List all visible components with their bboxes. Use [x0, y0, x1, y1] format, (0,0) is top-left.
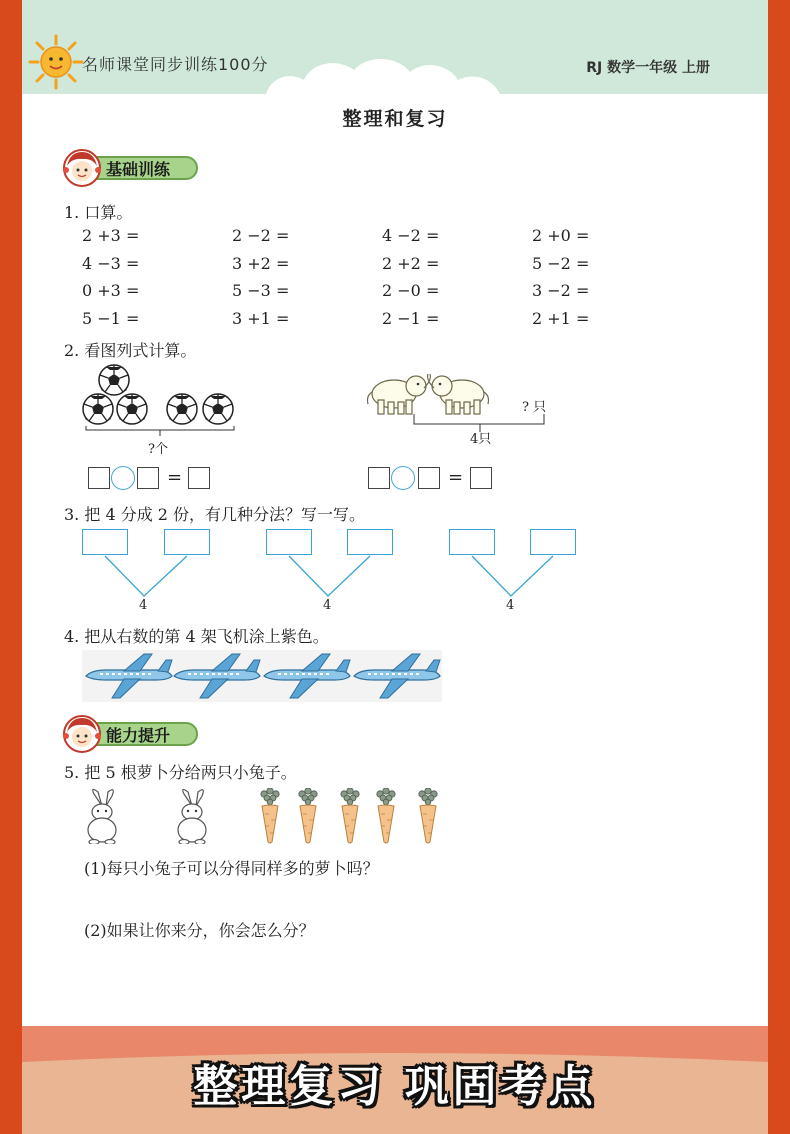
q3-title: 3. 把 4 分成 2 份，有几种分法？写一写。 [64, 505, 366, 524]
q1-expression: 2 +2 = [382, 254, 440, 273]
worksheet-page [22, 0, 768, 1134]
q1-expression: 0 +3 = [82, 281, 140, 300]
q3-split-1-total: 4 [139, 598, 148, 613]
q2b-operand2-box[interactable] [418, 467, 440, 489]
rabbits-illustration [80, 788, 240, 844]
girl-avatar-icon [62, 714, 102, 754]
soccer-balls-illustration [78, 362, 238, 432]
q3-split-1-right-box[interactable] [164, 529, 210, 555]
q2a-operand2-box[interactable] [137, 467, 159, 489]
q3-split-2-total: 4 [323, 598, 332, 613]
section-label-basic: 基础训练 [106, 160, 171, 179]
q1-expression: 2 +1 = [532, 309, 590, 328]
carrots-illustration [258, 788, 458, 844]
q3-split-2-right-box[interactable] [347, 529, 393, 555]
q1-expression: 2 −1 = [382, 309, 440, 328]
q2b-operator-circle[interactable] [391, 466, 415, 490]
q1-expression: 2 −0 = [382, 281, 440, 300]
q2-title: 2. 看图列式计算。 [64, 341, 197, 360]
section-tag-basic [62, 148, 200, 186]
girl-avatar-icon [62, 148, 102, 188]
q5-sub1: (1)每只小兔子可以分得同样多的萝卜吗？ [84, 859, 379, 878]
q1-expression: 3 −2 = [532, 281, 590, 300]
q1-expression: 2 −2 = [232, 226, 290, 245]
q5-title: 5. 把 5 根萝卜分给两只小兔子。 [64, 763, 297, 782]
q2a-result-box[interactable] [188, 467, 210, 489]
q3-split-3-left-box[interactable] [449, 529, 495, 555]
q1-expression: 4 −2 = [382, 226, 440, 245]
elephants-total-label: 4只 [470, 432, 492, 447]
q2b-result-box[interactable] [470, 467, 492, 489]
q3-split-2-left-box[interactable] [266, 529, 312, 555]
grade-label: RJ 数学一年级 上册 [586, 60, 710, 76]
airplanes-illustration [82, 650, 442, 702]
q1-expression: 5 −3 = [232, 281, 290, 300]
q1-expression: 4 −3 = [82, 254, 140, 273]
q1-expression: 5 −2 = [532, 254, 590, 273]
section-tag-advanced [62, 714, 200, 752]
q1-expression: 5 −1 = [82, 309, 140, 328]
q2a-operator-circle[interactable] [111, 466, 135, 490]
q2a-equals-sign: = [167, 467, 183, 488]
section-label-advanced: 能力提升 [106, 726, 171, 745]
q1-expression: 2 +3 = [82, 226, 140, 245]
q3-split-1-left-box[interactable] [82, 529, 128, 555]
q3-split-3-total: 4 [506, 598, 515, 613]
q2a-operand1-box[interactable] [88, 467, 110, 489]
q1-title: 1. 口算。 [64, 203, 133, 222]
series-name: 名师课堂同步训练100分 [82, 55, 269, 74]
page-title: 整理和复习 [342, 108, 448, 130]
q5-sub2: (2)如果让你来分，你会怎么分？ [84, 921, 315, 940]
q1-expression: 3 +1 = [232, 309, 290, 328]
q2b-equals-sign: = [448, 467, 464, 488]
footer-slogan: 整理复习 巩固考点 [193, 1061, 597, 1112]
q2b-operand1-box[interactable] [368, 467, 390, 489]
elephants-unknown-label: ? 只 [522, 400, 547, 415]
page-header [22, 0, 768, 110]
q1-expression: 2 +0 = [532, 226, 590, 245]
balls-unknown-label: ?个 [148, 442, 168, 457]
q1-expression: 3 +2 = [232, 254, 290, 273]
q3-split-3-right-box[interactable] [530, 529, 576, 555]
sun-icon [26, 32, 86, 92]
q4-title: 4. 把从右数的第 4 架飞机涂上紫色。 [64, 627, 329, 646]
